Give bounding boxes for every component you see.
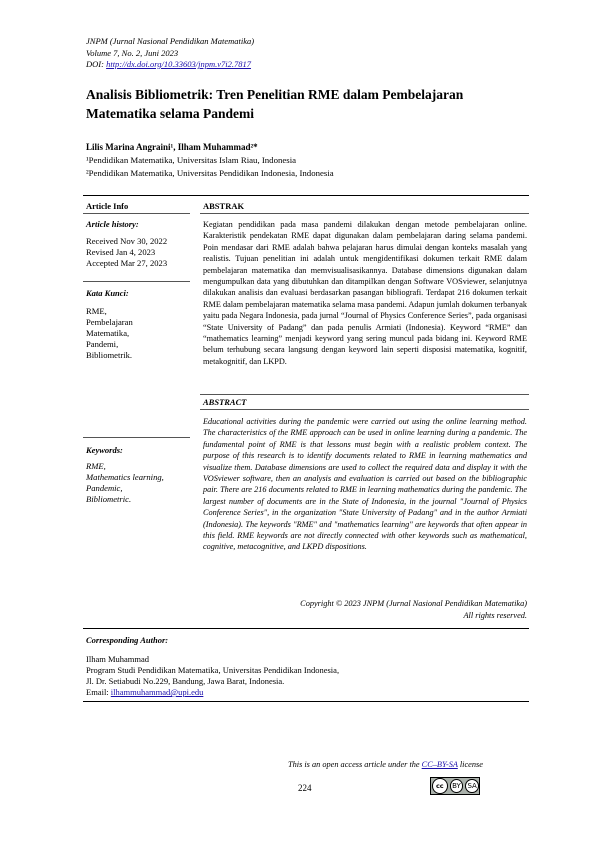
abstract-text: Educational activities during the pandemic were carried out using the online learning method. The characteristics of the RME approach can be used in online learning during a pandemic. The fundamental point of RME is that lessons must begin with a realistic problem context. The purpose of this research is to identify documents related to RME in learning mathematics and visualize them. Database dimensions are used to collect the required data and display it with the VOSviewer software, then an analysis and evaluation is carried out based on the bibliographic pair. There are 216 documents related to RME in learning mathematics during the pandemic. The largest number of documents are in the State of Indonesia, in the journal "Journal of Physics Conference Series", in the organization "State University of Padang" and in the author Armiati (Indonesia). The keywords "RME" and "mathematics learning" are keywords that often appear in this field. RME keywords are not directly connected with other keywords such as mathematical, cognitive, metacognitive, and LKPD dispositions.: [203, 417, 527, 552]
doi-label: DOI:: [86, 59, 107, 69]
corresponding-label: Corresponding Author:: [86, 635, 169, 645]
cc-icon: cc: [432, 778, 448, 794]
copyright-line-1: Copyright © 2023 JNPM (Jurnal Nasional Pendidikan Matematika): [300, 599, 527, 608]
kata-kunci-item: Matematika,: [86, 328, 130, 338]
copyright: [203, 598, 527, 622]
license-link[interactable]: CC–BY-SA: [421, 760, 458, 769]
email-label: Email:: [86, 687, 111, 697]
kata-kunci-item: RME,: [86, 306, 107, 316]
corresponding-top-rule: [83, 628, 529, 629]
kata-kunci-label: Kata Kunci:: [86, 288, 129, 298]
keyword-item: RME,: [86, 461, 106, 471]
revised-date: Revised Jan 4, 2023: [86, 247, 156, 257]
kata-kunci-list: [86, 306, 133, 361]
abstrak-text: Kegiatan pendidikan pada masa pandemi dilakukan dengan metode pembelajaran online. Karakteristik pendekatan RME dapat digunakan dalam pembelajaran daring selama pandemi. Poin mendasar dari RME adalah bahwa pelajaran harus dimulai dengan konteks masalah yang realistis. Tujuan penelitian ini adalah untuk mengidentifikasi dokumen terkait RME dalam pembelajaran matematika dan memvisualisasikannya. Database dimensions digunakan dalam mengumpulkan data yang dibutuhkan dan ditampilkan dengan Software VOSviewer, selanjutnya dilakukan analisis dan evaluasi berdasarkan pasangan bibliografi. Terdapat 216 dokumen terkait RME dalam pembelajaran matematika selama masa pandemi. Adapun jumlah dokumen terbanyak yaitu pada Negara Indonesia, pada jurnal “Journal of Physics Conference Series”, pada organisasi “State University of Padang” dan pada penulis Armiati (Indonesia). Keyword “RME” dan “mathematics learning” menjadi keyword yang sering muncul pada bidang ini. Keyword RME belum terhubung secara langsung dengan keyword lain seperti disposisi matematika, kognitif, metakognitif, dan LKPD.: [203, 220, 527, 366]
paper-title: Analisis Bibliometrik: Tren Penelitian RME dalam Pembelajaran Matematika selama Pandemi: [86, 87, 464, 121]
corresponding-dept: Program Studi Pendidikan Matematika, Universitas Pendidikan Indonesia,: [86, 665, 340, 675]
journal-header: [86, 36, 254, 71]
keywords-top-rule: [83, 437, 190, 438]
corresponding-name: Ilham Muhammad: [86, 654, 150, 664]
doi-link[interactable]: http://dx.doi.org/10.33603/jnpm.v7i2.7817: [106, 59, 251, 69]
journal-volume: Volume 7, No. 2, Juni 2023: [86, 47, 179, 58]
corresponding-bottom-rule: [83, 701, 529, 702]
article-info-heading: Article Info: [86, 201, 129, 211]
license-post: license: [457, 760, 483, 769]
abstract-top-rule: [200, 394, 529, 395]
keyword-item: Pandemic,: [86, 483, 123, 493]
sa-icon: SA: [465, 779, 479, 793]
abstract-heading: ABSTRACT: [203, 397, 247, 407]
kata-kunci-item: Bibliometrik.: [86, 350, 133, 360]
left-heading-rule: [83, 213, 190, 214]
corresponding-address: Jl. Dr. Setiabudi No.229, Bandung, Jawa Barat, Indonesia.: [86, 676, 285, 686]
history-label: Article history:: [86, 219, 139, 229]
right-heading-rule: [200, 213, 529, 214]
received-date: Received Nov 30, 2022: [86, 236, 168, 246]
corresponding-email: [86, 687, 339, 698]
affiliation-1: ¹Pendidikan Matematika, Universitas Islam Riau, Indonesia: [86, 155, 297, 165]
abstract-heading-rule: [200, 409, 529, 410]
corresponding-block: [86, 654, 339, 698]
license-pre: This is an open access article under the: [288, 760, 422, 769]
copyright-line-2: All rights reserved.: [463, 611, 527, 620]
journal-name: JNPM (Jurnal Nasional Pendidikan Matematika): [86, 36, 255, 46]
journal-doi: [86, 59, 254, 71]
accepted-date: Accepted Mar 27, 2023: [86, 258, 168, 268]
kata-kunci-item: Pandemi,: [86, 339, 119, 349]
by-icon: BY: [450, 779, 464, 793]
page-number: 224: [298, 783, 312, 793]
keyword-item: Mathematics learning,: [86, 472, 164, 482]
authors: Lilis Marina Angraini¹, Ilham Muhammad²*: [86, 142, 258, 152]
kata-kunci-item: Pembelajaran: [86, 317, 133, 327]
affiliation-2: ²Pendidikan Matematika, Universitas Pendidikan Indonesia, Indonesia: [86, 168, 334, 178]
email-link[interactable]: ilhammuhammad@upi.edu: [110, 687, 204, 697]
license-line: [288, 760, 483, 769]
top-rule: [83, 195, 529, 196]
keyword-item: Bibliometric.: [86, 494, 132, 504]
cc-by-sa-badge-icon[interactable]: [430, 777, 480, 795]
history-rule: [83, 281, 190, 282]
keywords-label: Keywords:: [86, 445, 123, 455]
keywords-list: [86, 461, 164, 505]
abstrak-heading: ABSTRAK: [203, 201, 245, 211]
article-history: [86, 236, 167, 269]
